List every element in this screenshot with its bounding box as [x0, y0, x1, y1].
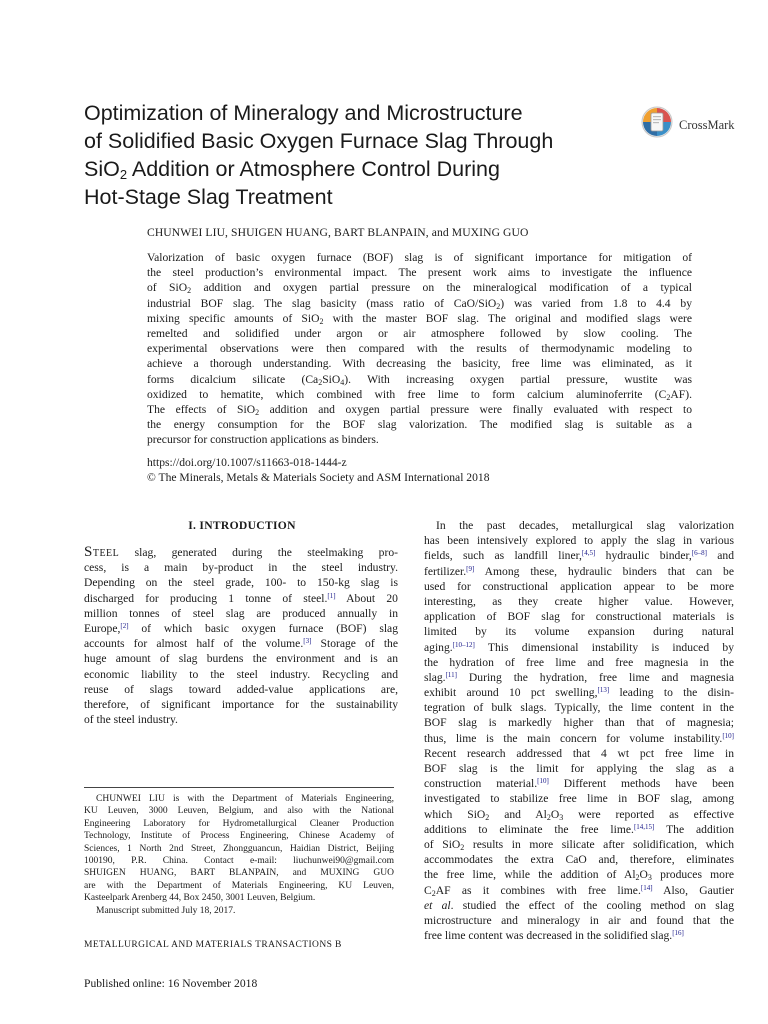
body-line: economic liability to the steel industry. Recycling and — [84, 667, 398, 681]
abstract-line: of SiO$_2$ addition and oxygen partial pressure on the mineralogical modification of a typical — [147, 281, 692, 296]
footnote-divider — [84, 787, 394, 788]
body-line: BOF slag is markedly higher than that of magnesia; — [424, 716, 734, 730]
body-line: limited by its volume expansion during natural — [424, 625, 734, 639]
citation-ref[interactable]: [16] — [672, 929, 684, 938]
citation-ref[interactable]: [2] — [120, 621, 129, 630]
body-line: Depending on the steel grade, 100- to 150-kg slag is — [84, 576, 398, 590]
abstract-line: Valorization of basic oxygen furnace (BOF) slag is of significant importance for mitigation of — [147, 251, 692, 264]
title-line-4: Hot-Stage Slag Treatment — [84, 185, 333, 209]
abstract-line: industrial BOF slag. The slag basicity (mass ratio of CaO/SiO$_2$) was varied from 1.8 to 4.4 by — [147, 296, 693, 311]
body-line: used for constructional application appear to be more — [424, 579, 734, 593]
author-list: CHUNWEI LIU, SHUIGEN HUANG, BART BLANPAIN, and MUXING GUO — [147, 226, 529, 239]
footnote-line: SHUIGEN HUANG, BART BLANPAIN, and MUXING GUO — [84, 868, 394, 879]
abstract-line: achieve a thorough understanding. With decreasing the basicity, free lime was eliminated, as it — [147, 357, 692, 371]
body-line: exhibit around 10 pct swelling,[13] leading to the disin- — [424, 686, 735, 700]
footnote-line: are with the Department of Materials Engineering, KU Leuven, — [84, 880, 394, 891]
body-line: et al. studied the effect of the cooling method on slag — [424, 898, 734, 912]
body-line: application of BOF slag for constructional materials is — [424, 610, 734, 624]
body-line: has been intensively explored to apply the slag in various — [424, 534, 734, 548]
title-line-1: Optimization of Mineralogy and Microstructure — [84, 101, 523, 125]
citation-ref[interactable]: [6–8] — [691, 549, 707, 558]
citation-ref[interactable]: [14,15] — [633, 822, 655, 831]
body-line: $C_2AF$ as it combines with free lime.[14] Also, Gautier — [424, 883, 734, 898]
body-line: which SiO$_2$ and $Al_2O_3$ were reported as effective — [424, 807, 734, 822]
body-line: thus, lime is the main concern for volume instability.[10] — [424, 731, 734, 745]
title-line-2: of Solidified Basic Oxygen Furnace Slag Through — [84, 129, 554, 153]
citation-ref[interactable]: [9] — [466, 564, 475, 573]
crossmark-icon — [641, 105, 673, 139]
intro-left-column — [84, 545, 398, 727]
footnote-line: Technology, Institute of Process Engineering, Chinese Academy of — [84, 831, 394, 842]
body-line: BOF slag is the limit for applying the slag as a — [424, 762, 734, 775]
paper-title — [84, 99, 624, 211]
citation-ref[interactable]: [1] — [327, 591, 336, 600]
abstract-line: the steel production’s environmental impact. The present work aims to investigate the influence — [147, 266, 692, 280]
body-line: microstructure and mineralogy in air and found that the — [424, 913, 734, 927]
citation-ref[interactable]: [10] — [722, 731, 734, 740]
body-line: fertilizer.[9] Among these, hydraulic binders that can be — [424, 564, 734, 578]
citation-ref[interactable]: [4,5] — [581, 549, 596, 558]
footnote-line: CHUNWEI LIU is with the Department of Materials Engineering, — [96, 794, 394, 804]
abstract-line: precursor for construction applications as binders. — [147, 433, 379, 447]
body-line: slag.[11] During the hydration, free lime and magnesia — [424, 670, 734, 684]
manuscript-submitted: Manuscript submitted July 18, 2017. — [96, 905, 236, 916]
body-line: therefore, of significant importance for the sustainability — [84, 697, 398, 711]
body-line: huge amount of slag burdens the environment and is an — [84, 652, 398, 666]
body-line: interesting, as they create higher value. However, — [424, 594, 734, 608]
body-line: tegration of bulk slags. Typically, the lime content in the — [424, 701, 734, 715]
body-line: STEEL slag, generated during the steelmaking pro- — [84, 544, 398, 560]
footnote-line: Kasteelpark Arenberg 44, Box 2450, 3001 Leuven, Belgium. — [84, 893, 316, 904]
body-line: the free lime, while the addition of $Al_2O_3$ produces more — [424, 868, 734, 883]
title-line-3: SiO$_2$ Addition or Atmosphere Control During — [84, 157, 500, 182]
abstract-line: the energy consumption for the BOF slag valorization. The modified slag is suitable as a — [147, 418, 692, 432]
body-line: of the steel industry. — [84, 713, 178, 727]
journal-name: METALLURGICAL AND MATERIALS TRANSACTIONS B — [84, 940, 342, 950]
body-line: free lime content was decreased in the solidified slag.[16] — [424, 929, 684, 943]
abstract-line: forms dicalcium silicate $(Ca_2SiO_4)$. With increasing oxygen partial pressure, wustite was — [147, 372, 693, 387]
body-line: reuse of slags toward added-value applications are, — [84, 682, 398, 696]
body-line: Recent research addressed that 4 wt pct free lime in — [424, 746, 734, 760]
copyright-notice: © The Minerals, Metals & Materials Society and ASM International 2018 — [147, 471, 490, 485]
body-line: of SiO$_2$ results in more silicate after solidification, which — [424, 837, 734, 852]
body-line: million tonnes of steel slag are produced annually in — [84, 606, 398, 620]
citation-ref[interactable]: [10] — [537, 777, 549, 786]
body-line: investigated to stabilize free lime in BOF slag, among — [424, 792, 734, 806]
body-line: the hydration of free lime and free magnesia in the — [424, 655, 734, 669]
footnote-line: Sciences, 1 North 2nd Street, Zhongguancun, Haidian District, Beijing — [84, 843, 394, 854]
body-line: Europe,[2] of which basic oxygen furnace (BOF) slag — [84, 621, 398, 635]
published-date: Published online: 16 November 2018 — [84, 977, 258, 990]
citation-ref[interactable]: [11] — [445, 670, 457, 679]
intro-right-column — [424, 518, 734, 943]
body-line: aging.[10–12] This dimensional instability is induced by — [424, 640, 734, 654]
body-line: accounts for almost half of the volume.[3] Storage of the — [84, 637, 398, 651]
doi-block — [147, 455, 490, 485]
crossmark-badge[interactable] — [641, 105, 741, 141]
footnote-line: 100190, P.R. China. Contact e-mail: liuchunwei90@gmail.com — [84, 855, 394, 866]
abstract-line: The effects of SiO$_2$ addition and oxygen partial pressure were finally evaluated with respect to — [147, 402, 693, 417]
abstract-line: mixing specific amounts of SiO$_2$ with the master BOF slag. The original and modified slags were — [147, 311, 692, 326]
abstract-line: experimental observations were then compared with the results of thermodynamic modeling to — [147, 342, 692, 356]
section-heading-introduction: I. INTRODUCTION — [188, 519, 296, 532]
citation-ref[interactable]: [3] — [303, 637, 312, 646]
abstract — [147, 250, 692, 447]
body-line: In the past decades, metallurgical slag valorization — [436, 519, 734, 532]
body-line: additions to eliminate the free lime.[14,15] The addition — [424, 822, 735, 836]
crossmark-label: CrossMark — [679, 118, 735, 132]
citation-ref[interactable]: [14] — [640, 883, 653, 892]
footnote-line: KU Leuven, 3000 Leuven, Belgium, and also with the National — [84, 806, 394, 817]
body-line: cess, is a main by-product in the steel industry. — [84, 561, 398, 575]
body-line: discharged for producing 1 tonne of steel.[1] About 20 — [84, 591, 398, 605]
body-line: accommodates the extra CaO and, therefore, eliminates — [424, 853, 734, 867]
body-line: construction material.[10] Different methods have been — [424, 777, 734, 791]
author-affiliation-footnote — [84, 793, 394, 917]
footnote-line: Engineering Laboratory for Hydrometallurgical Cleaner Production — [84, 818, 394, 829]
citation-ref[interactable]: [10–12] — [452, 640, 475, 649]
abstract-line: oxidized to hematite, which combined with free lime to form calcium aluminoferrite $(C_2AF)$. — [147, 387, 692, 402]
citation-ref[interactable]: [13] — [597, 686, 610, 695]
body-line: fields, such as landfill liner,[4,5] hydraulic binder,[6–8] and — [424, 549, 734, 563]
doi-link[interactable]: https://doi.org/10.1007/s11663-018-1444-z — [147, 456, 347, 469]
abstract-line: remelted and solidified under argon or air atmosphere followed by slow cooling. The — [147, 326, 692, 340]
